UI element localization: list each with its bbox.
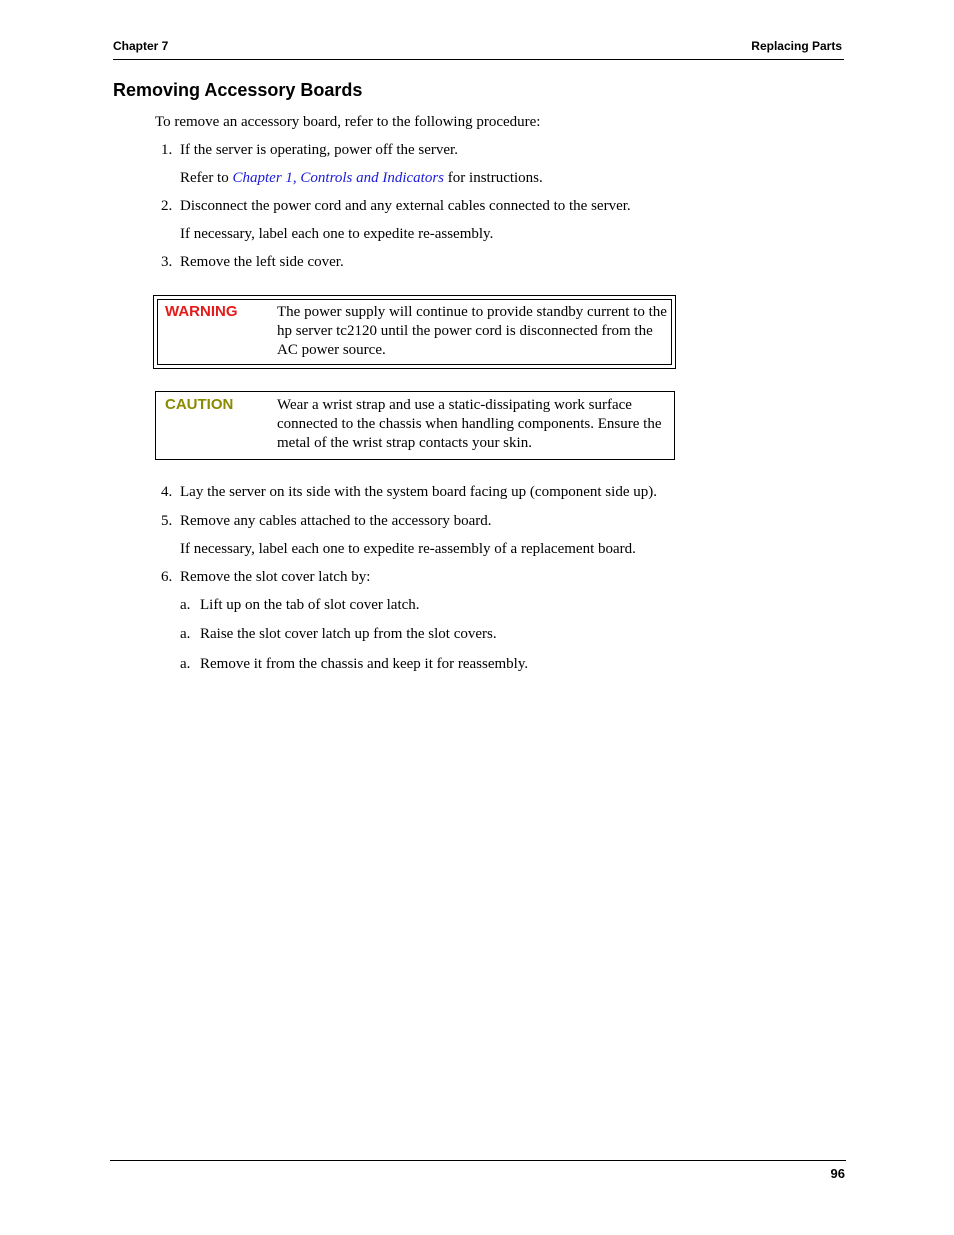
step-text: Remove the slot cover latch by: (180, 569, 371, 585)
step-number: 2. (161, 198, 173, 214)
chapter-link[interactable]: Chapter 1, Controls and Indicators (232, 170, 445, 186)
step-text: If the server is operating, power off the server. (180, 142, 458, 158)
warning-box (153, 295, 676, 369)
substep-letter: a. (180, 626, 191, 642)
step-number: 4. (161, 484, 173, 500)
step-note: If necessary, label each one to expedite re-assembly. (180, 226, 494, 242)
step-note: If necessary, label each one to expedite re-assembly of a replacement board. (180, 541, 636, 557)
step-text: Lay the server on its side with the system board facing up (component side up). (180, 484, 657, 500)
section-title: Removing Accessory Boards (113, 80, 363, 100)
caution-box (155, 391, 675, 460)
substep-letter: a. (180, 656, 191, 672)
page-number: 96 (830, 1166, 845, 1181)
caution-label: CAUTION (165, 396, 234, 413)
header-section: Replacing Parts (751, 39, 842, 53)
substep-text: Remove it from the chassis and keep it for reassembly. (200, 656, 529, 672)
step-number: 1. (161, 142, 173, 158)
warning-text: The power supply will continue to provide standby current to the hp server tc2120 until the power cord is disconnected from the AC power source. (277, 304, 667, 358)
substep-letter: a. (180, 597, 191, 613)
header-chapter: Chapter 7 (113, 39, 169, 53)
footer-divider (110, 1160, 846, 1161)
note-suffix: for instructions. (444, 170, 543, 186)
intro-text: To remove an accessory board, refer to the following procedure: (155, 114, 541, 130)
step-text: Remove any cables attached to the accessory board. (180, 513, 492, 529)
step-number: 3. (161, 254, 173, 270)
page-header (113, 38, 844, 60)
step-number: 5. (161, 513, 173, 529)
step-text: Disconnect the power cord and any external cables connected to the server. (180, 198, 631, 214)
step-text: Remove the left side cover. (180, 254, 344, 270)
step-note (180, 169, 543, 188)
caution-text: Wear a wrist strap and use a static-dissipating work surface connected to the chassis when handling components. Ensure the metal of the wrist strap contacts your skin. (277, 397, 662, 451)
substep-text: Raise the slot cover latch up from the slot covers. (200, 626, 497, 642)
step-number: 6. (161, 569, 173, 585)
note-prefix: Refer to (180, 170, 233, 186)
warning-label: WARNING (165, 303, 238, 320)
substep-text: Lift up on the tab of slot cover latch. (200, 597, 420, 613)
